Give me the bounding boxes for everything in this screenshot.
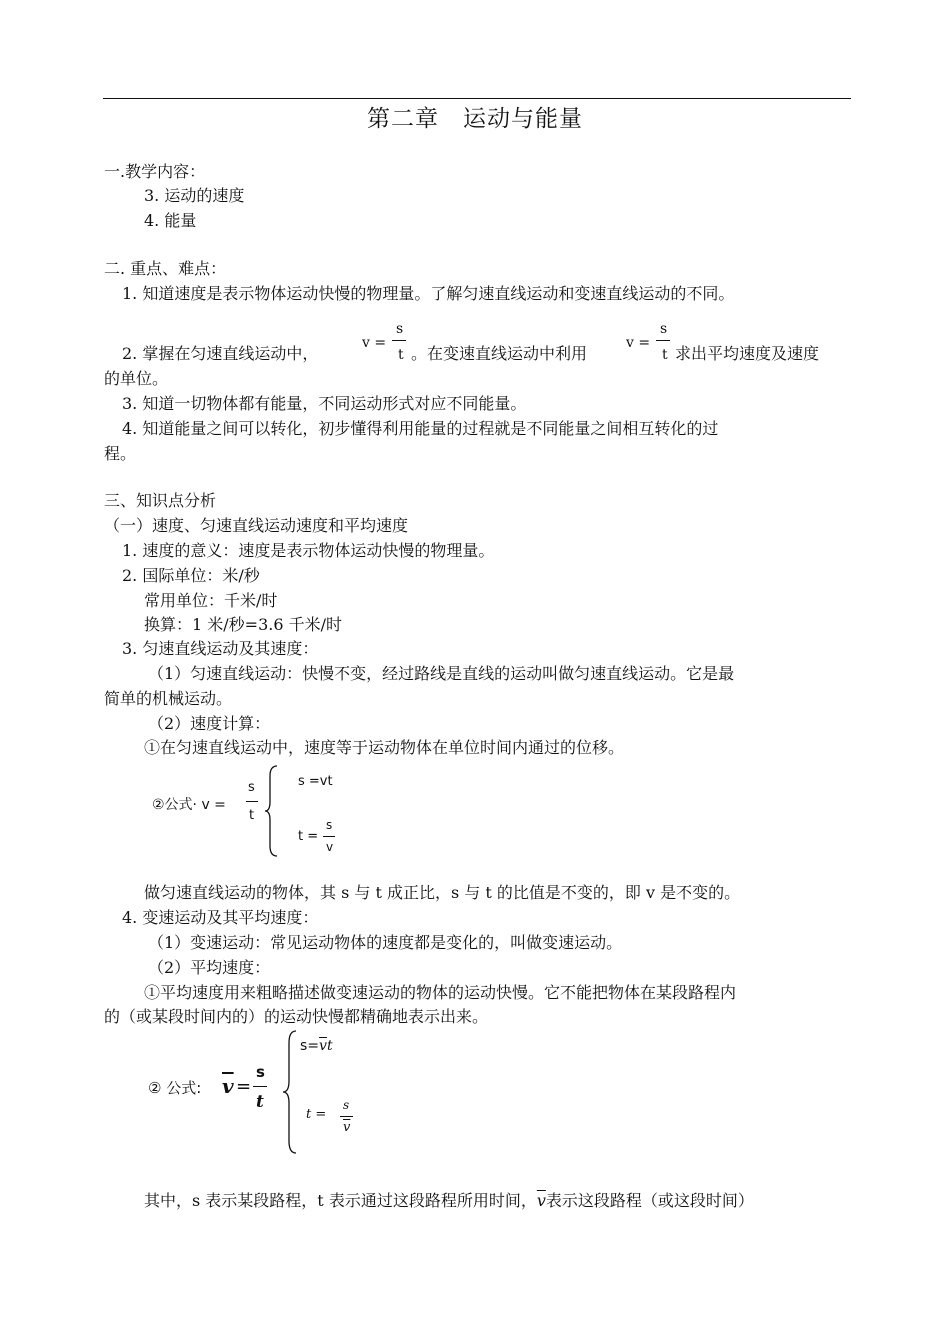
uniform-motion-def-line-1: （1）匀速直线运动：快慢不变，经过路线是直线的运动叫做匀速直线运动。它是最 <box>148 664 735 683</box>
brace-icon <box>282 1029 300 1155</box>
brace-icon <box>264 764 280 858</box>
section-heading-content: 一.教学内容： <box>104 162 206 181</box>
keypoint-2-part-d: 的单位。 <box>104 369 169 388</box>
keypoint-2-part-c: 求出平均速度及速度 <box>675 344 820 363</box>
variable-motion-def: （1）变速运动：常见运动物体的速度都是变化的，叫做变速运动。 <box>148 933 623 952</box>
keypoint-3: 3. 知道一切物体都有能量，不同运动形式对应不同能量。 <box>122 394 527 413</box>
uniform-motion-conclusion: 做匀速直线运动的物体，其 s 与 t 成正比，s 与 t 的比值是不变的，即 v 是不变的。 <box>144 883 741 902</box>
content-item-speed: 3. 运动的速度 <box>144 186 245 205</box>
average-speed-desc-line-2: 的（或某段时间内的）的运动快慢都精确地表示出来。 <box>104 1007 489 1026</box>
uniform-motion-def-line-2: 简单的机械运动。 <box>104 689 233 708</box>
keypoint-1: 1. 知道速度是表示物体运动快慢的物理量。了解匀速直线运动和变速直线运动的不同。 <box>122 284 735 303</box>
speed-calc-desc: ①在匀速直线运动中，速度等于运动物体在单位时间内通过的位移。 <box>144 738 625 757</box>
subsection-speed: （一）速度、匀速直线运动速度和平均速度 <box>104 516 409 535</box>
content-item-energy: 4. 能量 <box>144 211 197 230</box>
point-3-uniform-motion: 3. 匀速直线运动及其速度： <box>122 639 319 658</box>
section-heading-keypoints: 二. 重点、难点： <box>104 259 227 278</box>
section-heading-analysis: 三、知识点分析 <box>104 491 217 510</box>
average-speed-variables: 其中，s 表示某段路程，t 表示通过这段路程所用时间，$\overline{v}$表示这段路程（或这段时间） <box>144 1191 754 1210</box>
header-rule <box>103 98 851 99</box>
point-1-meaning: 1. 速度的意义：速度是表示物体运动快慢的物理量。 <box>122 541 495 560</box>
keypoint-4-line-1: 4. 知道能量之间可以转化，初步懂得利用能量的过程就是不同能量之间相互转化的过 <box>122 419 719 438</box>
page-title: 第二章 运动与能量 <box>367 106 583 132</box>
keypoint-4-line-2: 程。 <box>104 444 137 463</box>
unit-conversion: 换算：1 米/秒=3.6 千米/时 <box>144 615 342 634</box>
average-speed-desc-line-1: ①平均速度用来粗略描述做变速运动的物体的运动快慢。它不能把物体在某段路程内 <box>144 983 737 1002</box>
common-unit: 常用单位：千米/时 <box>144 591 278 610</box>
point-2-si-unit: 2. 国际单位：米/秒 <box>122 566 260 585</box>
keypoint-2-part-a: 2. 掌握在匀速直线运动中， <box>122 344 319 363</box>
speed-calc-heading: （2）速度计算： <box>148 714 271 733</box>
keypoint-2-part-b: 。在变速直线运动中利用 <box>411 344 588 363</box>
average-speed-heading: （2）平均速度： <box>148 958 271 977</box>
point-4-variable-motion: 4. 变速运动及其平均速度： <box>122 908 319 927</box>
